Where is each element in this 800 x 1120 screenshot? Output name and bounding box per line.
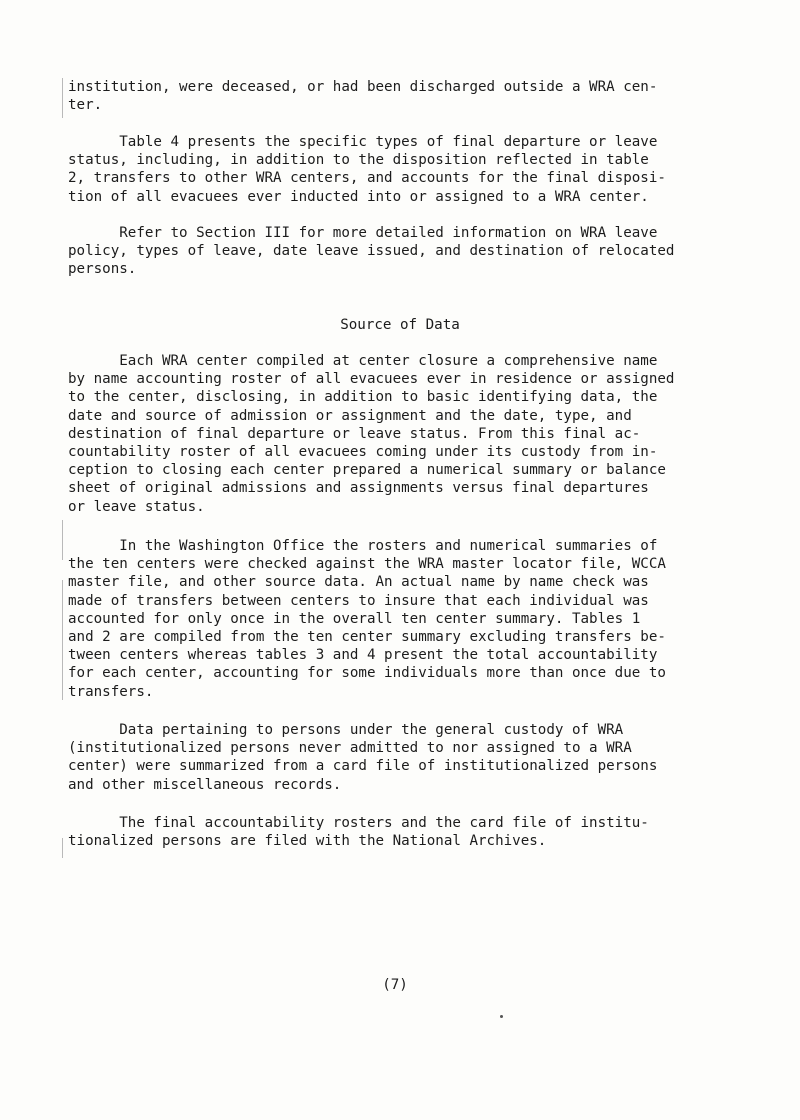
text-line: sheet of original admissions and assignments versus final departures (68, 480, 649, 497)
paragraph-table-4 (68, 133, 728, 206)
paragraph-institution (68, 78, 728, 114)
text-line: by name accounting roster of all evacuees ever in residence or assigned (68, 371, 675, 388)
text-line: destination of final departure or leave status. From this final ac- (68, 425, 641, 442)
text-line: 2, transfers to other WRA centers, and accounts for the final disposi- (68, 170, 666, 187)
text-line: and 2 are compiled from the ten center summary excluding transfers be- (68, 628, 666, 645)
scan-speck (500, 1015, 503, 1018)
text-line: status, including, in addition to the disposition reflected in table (68, 152, 649, 169)
text-line: accounted for only once in the overall ten center summary. Tables 1 (68, 610, 641, 627)
paragraph-general-custody (68, 721, 728, 794)
scan-edge-mark (62, 78, 63, 118)
text-line: date and source of admission or assignment and the date, type, and (68, 407, 632, 424)
text-line: Table 4 presents the specific types of final departure or leave (68, 134, 658, 150)
text-line: transfers. (68, 683, 154, 700)
text-line: for each center, accounting for some individuals more than once due to (68, 665, 666, 682)
text-line: In the Washington Office the rosters and numerical summaries of (68, 538, 658, 554)
text-line: ter. (68, 97, 103, 114)
text-line: The final accountability rosters and the card file of institu- (68, 815, 649, 831)
paragraph-national-archives (68, 814, 728, 850)
text-line: tionalized persons are filed with the National Archives. (68, 833, 547, 850)
page-number: (7) (382, 977, 408, 993)
text-line: made of transfers between centers to insure that each individual was (68, 592, 649, 609)
text-line: (institutionalized persons never admitted to nor assigned to a WRA (68, 740, 632, 757)
text-line: or leave status. (68, 498, 205, 515)
text-line: tion of all evacuees ever inducted into or assigned to a WRA center. (68, 188, 649, 205)
text-line: the ten centers were checked against the WRA master locator file, WCCA (68, 556, 666, 573)
paragraph-section-iii (68, 224, 728, 279)
text-line: persons. (68, 261, 137, 278)
text-line: Each WRA center compiled at center closure a comprehensive name (68, 353, 658, 369)
text-line: policy, types of leave, date leave issued, and destination of relocated (68, 243, 675, 260)
text-line: institution, were deceased, or had been discharged outside a WRA cen- (68, 79, 658, 95)
text-line: countability roster of all evacuees coming under its custody from in- (68, 443, 658, 460)
section-heading: Source of Data (340, 317, 460, 333)
text-line: ception to closing each center prepared a numerical summary or balance (68, 462, 666, 479)
text-line: Refer to Section III for more detailed information on WRA leave (68, 225, 658, 241)
text-line: Data pertaining to persons under the general custody of WRA (68, 722, 624, 738)
text-line: center) were summarized from a card file of institutionalized persons (68, 758, 658, 775)
text-line: master file, and other source data. An actual name by name check was (68, 574, 649, 591)
text-line: tween centers whereas tables 3 and 4 present the total accountability (68, 647, 658, 664)
scan-edge-mark (62, 838, 63, 858)
paragraph-washington-office (68, 537, 728, 701)
scan-edge-mark (62, 580, 63, 700)
scan-edge-mark (62, 520, 63, 560)
paragraph-each-center (68, 352, 728, 516)
text-line: and other miscellaneous records. (68, 776, 342, 793)
text-line: to the center, disclosing, in addition to basic identifying data, the (68, 389, 658, 406)
